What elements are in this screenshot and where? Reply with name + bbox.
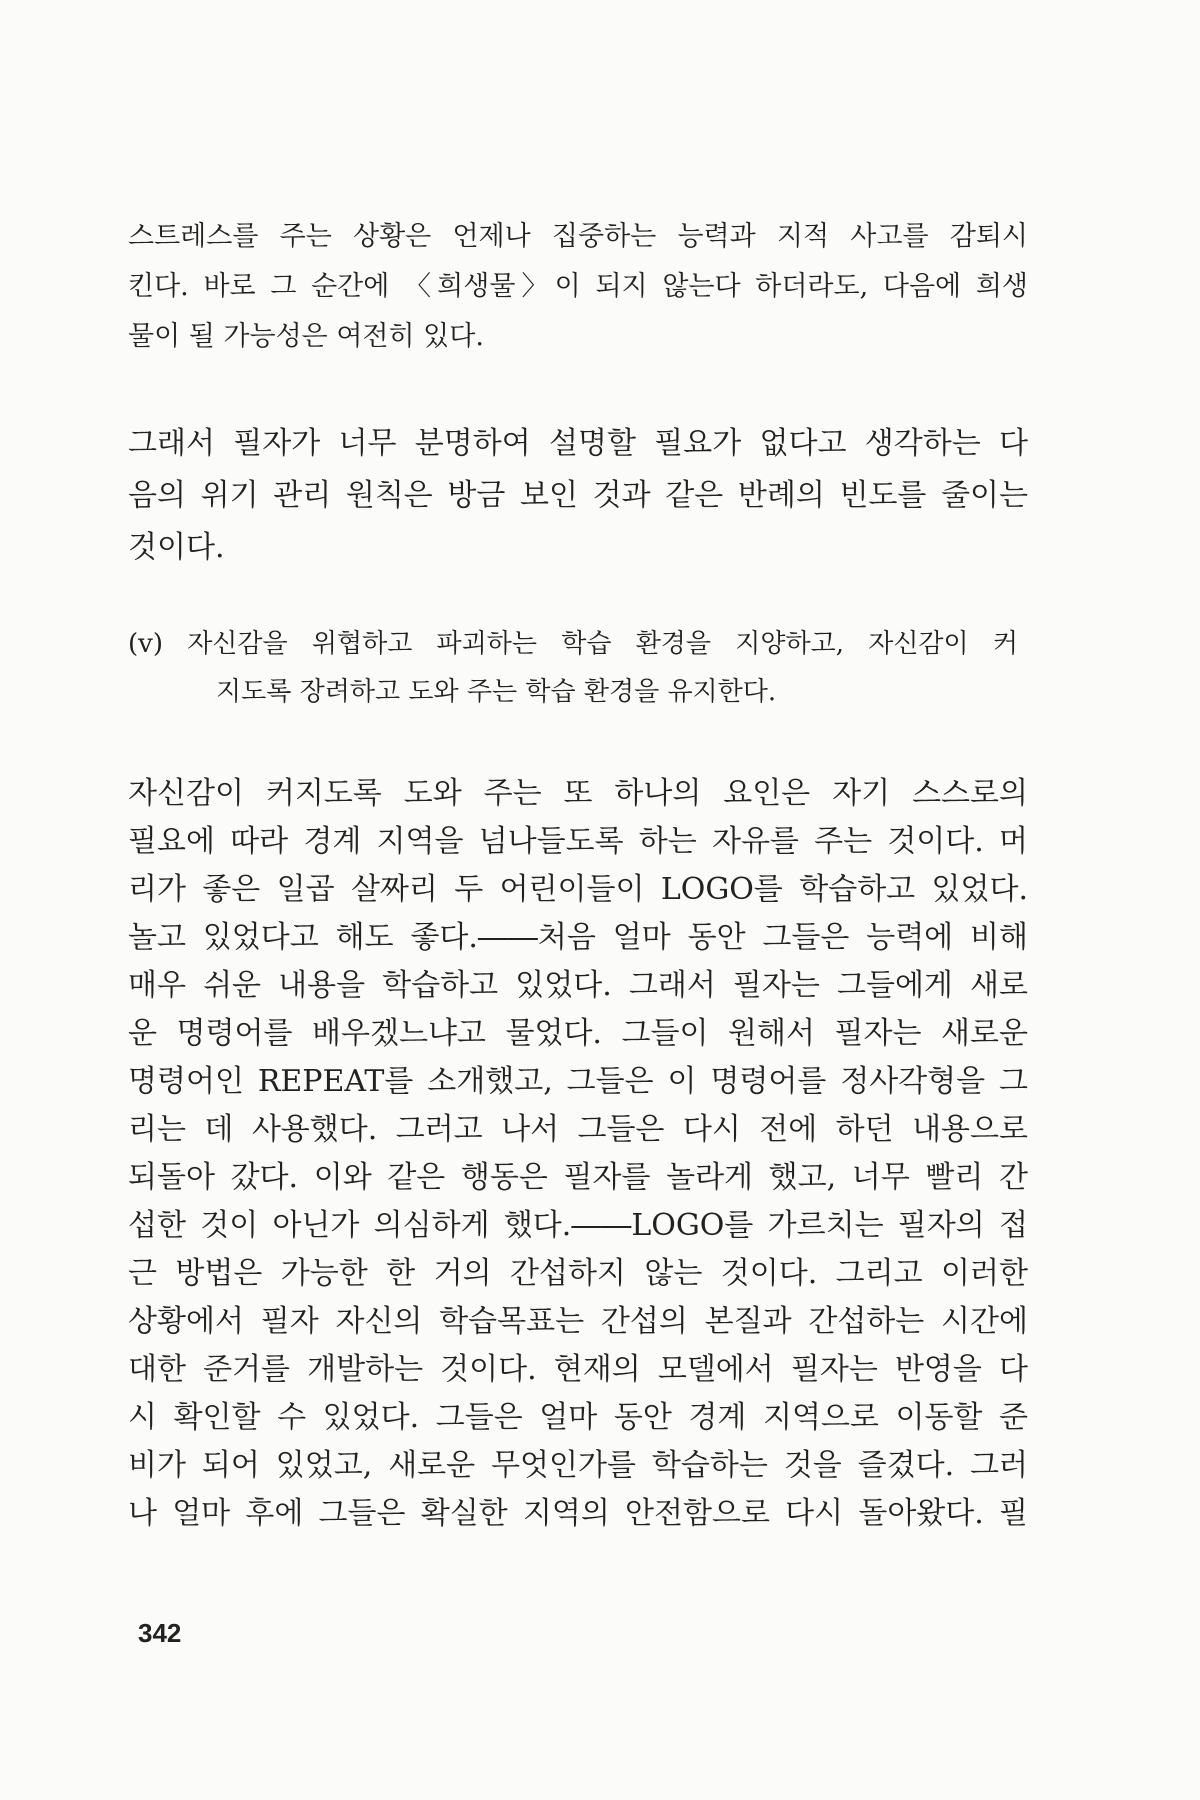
text-line: 그래서 필자가 너무 분명하여 설명할 필요가 없다고 생각하는 다 bbox=[128, 426, 1028, 461]
text-line: 것이다. bbox=[128, 530, 225, 565]
text-line: 섭한 것이 아닌가 의심하게 했다.――LOGO를 가르치는 필자의 접 bbox=[128, 1208, 1028, 1243]
text-line: 물이 될 가능성은 여전히 있다. bbox=[128, 321, 484, 352]
text-line: 리는 데 사용했다. 그러고 나서 그들은 다시 전에 하던 내용으로 bbox=[128, 1112, 1028, 1147]
text-line: 나 얼마 후에 그들은 확실한 지역의 안전함으로 다시 돌아왔다. 필 bbox=[128, 1496, 1028, 1531]
text-line: 놀고 있었다고 해도 좋다.――처음 얼마 동안 그들은 능력에 비해 bbox=[128, 920, 1028, 955]
text-line: 필요에 따라 경계 지역을 넘나들도록 하는 자유를 주는 것이다. 머 bbox=[128, 824, 1028, 859]
text-line: 음의 위기 관리 원칙은 방금 보인 것과 같은 반례의 빈도를 줄이는 bbox=[128, 478, 1028, 513]
text-line: 근 방법은 가능한 한 거의 간섭하지 않는 것이다. 그리고 이러한 bbox=[128, 1256, 1028, 1291]
page-number: 342 bbox=[138, 1618, 182, 1648]
text-line: 운 명령어를 배우겠느냐고 물었다. 그들이 원해서 필자는 새로운 bbox=[128, 1016, 1028, 1051]
principle-item-v bbox=[128, 620, 1018, 716]
text-line: 상황에서 필자 자신의 학습목표는 간섭의 본질과 간섭하는 시간에 bbox=[128, 1304, 1028, 1339]
paragraph-2 bbox=[128, 418, 1028, 574]
text-line: 대한 준거를 개발하는 것이다. 현재의 모델에서 필자는 반영을 다 bbox=[128, 1352, 1028, 1387]
text-line: 스트레스를 주는 상황은 언제나 집중하는 능력과 지적 사고를 감퇴시 bbox=[128, 221, 1028, 252]
text-line: 되돌아 갔다. 이와 같은 행동은 필자를 놀라게 했고, 너무 빨리 간 bbox=[128, 1160, 1028, 1195]
text-line: (v) 자신감을 위협하고 파괴하는 학습 환경을 지양하고, 자신감이 커 bbox=[128, 629, 1018, 659]
text-line: 시 확인할 수 있었다. 그들은 얼마 동안 경계 지역으로 이동할 준 bbox=[128, 1400, 1028, 1435]
text-line: 명령어인 REPEAT를 소개했고, 그들은 이 명령어를 정사각형을 그 bbox=[128, 1064, 1028, 1099]
text-line: 리가 좋은 일곱 살짜리 두 어린이들이 LOGO를 학습하고 있었다. bbox=[128, 872, 1028, 907]
text-line: 비가 되어 있었고, 새로운 무엇인가를 학습하는 것을 즐겼다. 그러 bbox=[128, 1448, 1028, 1483]
text-line: 지도록 장려하고 도와 주는 학습 환경을 유지한다. bbox=[216, 677, 777, 707]
text-line: 킨다. 바로 그 순간에 〈희생물〉이 되지 않는다 하더라도, 다음에 희생 bbox=[128, 271, 1028, 302]
paragraph-3 bbox=[128, 770, 1028, 1538]
text-line: 매우 쉬운 내용을 학습하고 있었다. 그래서 필자는 그들에게 새로 bbox=[128, 968, 1028, 1003]
paragraph-1 bbox=[128, 212, 1028, 362]
text-line: 자신감이 커지도록 도와 주는 또 하나의 요인은 자기 스스로의 bbox=[128, 776, 1028, 811]
